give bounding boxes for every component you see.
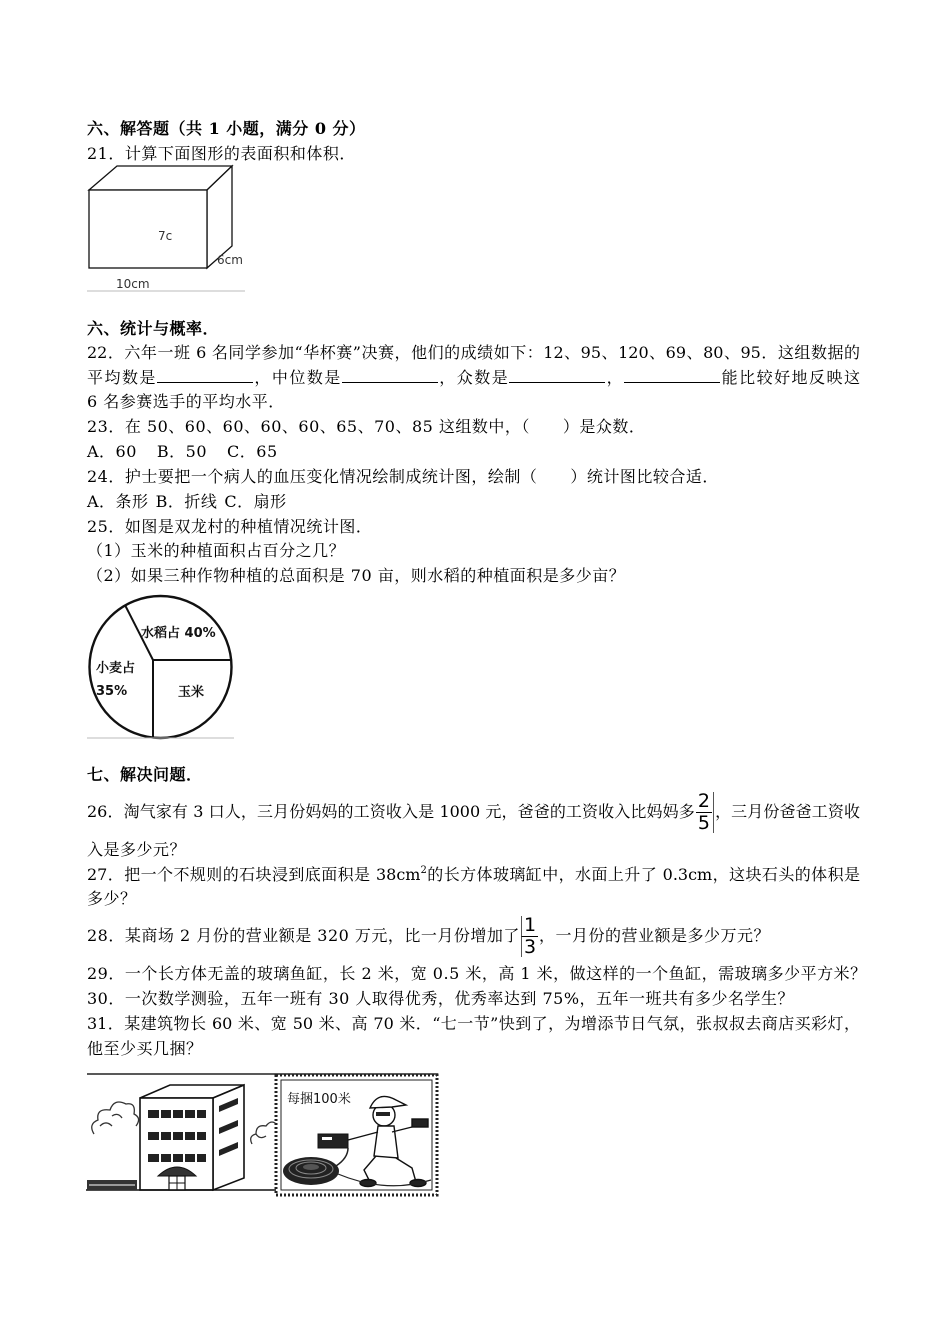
question-26-line2: 入是多少元？ [87,840,187,859]
question-31-line2: 他至少买几捆？ [87,1039,203,1058]
pie-value-wheat: 35% [96,684,128,699]
question-23-options [87,441,278,463]
q26-text-after: ，三月份爸爸工资收 [714,802,860,821]
question-30: 30．一次数学测验，五年一班有 30 人取得优秀，优秀率达到 75%，五年一班共有多少名学生？ [87,989,795,1008]
q22-text-reflect: 能比较好地反映这 [720,368,860,387]
building [140,1085,244,1190]
question-27-line2: 多少？ [87,889,137,908]
q27-text-before: 27．把一个不规则的石块浸到底面积是 38cm [87,865,421,884]
question-25: 25．如图是双龙村的种植情况统计图． [87,517,373,536]
fraction-numerator: 2 [697,790,710,812]
q22-text-mean: 平均数是 [87,368,157,387]
option-c: C．65 [227,442,278,461]
answer-blank-best-measure [624,367,720,383]
pie-label-rice: 水稻占 40% [141,626,216,641]
cuboid-length-label: 10cm [116,277,150,291]
question-24: 24．护士要把一个病人的血压变化情况绘制成统计图，绘制（ ）统计图比较合适． [87,467,719,486]
cuboid-height-label: 7c [158,229,173,243]
question-24-options [87,491,287,513]
question-22-line3: 6 名参赛选手的平均水平． [87,392,285,411]
section-heading-stats: 六、统计与概率． [87,319,220,338]
option-c: C．扇形 [224,492,287,511]
option-a: A．条形 [87,492,149,511]
q27-text-after: 的长方体玻璃缸中，水面上升了 0.3cm，这块石头的体积是 [426,865,860,884]
cuboid-front-face [89,190,207,268]
cable-bundle-sign: 每捆100米 [287,1092,351,1107]
option-a: A．60 [87,442,137,461]
answer-blank-mean [157,367,253,383]
question-22-line1: 22．六年一班 6 名同学参加“华杯赛”决赛，他们的成绩如下：12、95、120、69、80、95．这组数据的 [87,343,860,362]
option-b: B．50 [156,442,208,461]
q22-text-median: ，中位数是 [252,368,342,387]
q26-text-before: 26．淘气家有 3 口人，三月份妈妈的工资收入是 1000 元，爸爸的工资收入比妈妈多 [87,802,695,821]
fraction-denominator: 3 [521,937,538,957]
answer-blank-median [342,367,438,383]
question-21: 21．计算下面图形的表面积和体积． [87,144,356,163]
question-22-line2 [87,367,860,389]
q28-text-before: 28．某商场 2 月份的营业额是 320 万元，比一月份增加了 [87,926,520,945]
pie-label-wheat: 小麦占 [96,661,136,676]
planting-pie-chart [86,593,236,741]
option-b: B．折线 [155,492,218,511]
question-27-line1 [87,864,860,886]
answer-blank-mode [509,367,605,383]
building-lights-illustration [86,1070,440,1198]
question-28 [87,916,770,957]
question-25-sub2: （2）如果三种作物种植的总面积是 70 亩，则水稻的种植面积是多少亩？ [87,566,626,585]
q22-text-mode: ，众数是 [437,368,510,387]
cuboid-width-label: 6cm [217,253,243,267]
q28-text-after: ，一月份的营业额是多少万元？ [539,926,771,945]
section-heading-problems: 七、解决问题． [87,765,203,784]
fraction-one-third [521,916,538,957]
question-23: 23．在 50、60、60、60、60、65、70、85 这组数中，（ ）是众数． [87,417,646,436]
fraction-denominator: 5 [697,812,710,834]
q22-text-comma: ， [605,368,625,387]
question-31-line1: 31．某建筑物长 60 米、宽 50 米、高 70 米．“七一节”快到了，为增添节日气氛，张叔叔去商店买彩灯， [87,1014,860,1033]
fraction-numerator: 1 [521,916,538,937]
question-29: 29．一个长方体无盖的玻璃鱼缸，长 2 米，宽 0.5 米，高 1 米，做这样的一个鱼缸，需玻璃多少平方米？ [87,964,867,983]
cuboid-figure [86,163,248,295]
question-25-sub1: （1）玉米的种植面积占百分之几？ [87,541,346,560]
superscript-squared: 2 [420,865,427,876]
light-box [318,1134,348,1148]
cloud-icon [92,1102,139,1134]
pie-label-corn: 玉米 [178,685,205,700]
question-26-line1 [87,792,860,833]
fraction-two-fifths [696,792,714,833]
section-heading-solve: 六、解答题（共 1 小题，满分 0 分） [87,119,366,138]
